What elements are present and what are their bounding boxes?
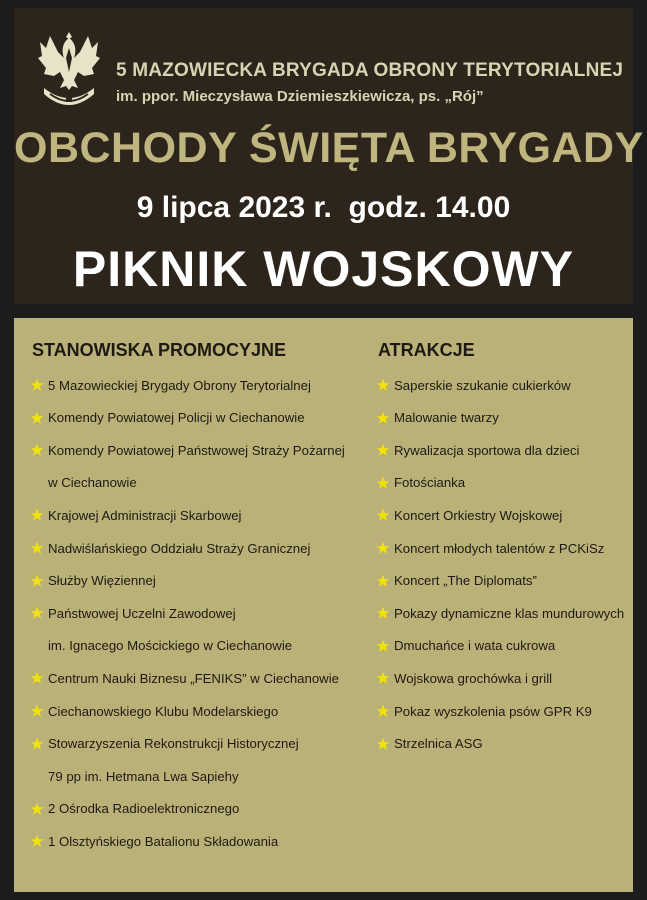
stanowiska-item-text: 1 Olsztyńskiego Batalionu Składowania — [48, 833, 279, 849]
stanowiska-item-text: 79 pp im. Hetmana Lwa Sapiehy — [48, 768, 239, 784]
star-bullet-icon — [30, 574, 44, 588]
star-bullet-icon — [30, 508, 44, 522]
atrakcje-list-item — [376, 597, 624, 629]
atrakcje-item-text: Wojskowa grochówka i grill — [394, 670, 553, 686]
stanowiska-item-text: Nadwiślańskiego Oddziału Straży Granicznej — [48, 540, 311, 556]
star-bullet-icon — [30, 671, 44, 685]
stanowiska-item-text: Komendy Powiatowej Państwowej Straży Pożarnej — [48, 442, 345, 458]
star-bullet-icon — [30, 834, 44, 848]
atrakcje-item-text: Koncert Orkiestry Wojskowej — [394, 507, 563, 523]
star-bullet-icon — [30, 737, 44, 751]
stanowiska-item-text: Państwowej Uczelni Zawodowej — [48, 605, 236, 621]
stanowiska-heading: STANOWISKA PROMOCYJNE — [32, 340, 287, 360]
atrakcje-list-item — [376, 728, 483, 760]
event-title: OBCHODY ŚWIĘTA BRYGADY — [14, 124, 644, 172]
star-bullet-icon — [376, 411, 390, 425]
star-bullet-icon — [30, 411, 44, 425]
star-bullet-icon — [376, 671, 390, 685]
atrakcje-item-text: Rywalizacja sportowa dla dzieci — [394, 442, 580, 458]
star-bullet-icon — [30, 606, 44, 620]
stanowiska-item-text: Komendy Powiatowej Policji w Ciechanowie — [48, 410, 305, 426]
header-banner — [14, 8, 644, 304]
stanowiska-item-text: Stowarzyszenia Rekonstrukcji Historycznej — [48, 736, 299, 752]
stanowiska-item-text: 2 Ośrodka Radioelektronicznego — [48, 801, 240, 817]
star-bullet-icon — [376, 606, 390, 620]
stanowiska-list-item — [30, 793, 239, 825]
stanowiska-item-text: w Ciechanowie — [48, 475, 137, 491]
atrakcje-list-item — [376, 499, 562, 531]
stanowiska-item-text: Krajowej Administracji Skarbowej — [48, 507, 242, 523]
atrakcje-item-text: Saperskie szukanie cukierków — [394, 377, 571, 393]
event-subtitle: PIKNIK WOJSKOWY — [72, 241, 575, 297]
atrakcje-list-item — [376, 434, 579, 466]
star-bullet-icon — [30, 802, 44, 816]
star-bullet-icon — [376, 639, 390, 653]
stanowiska-list-item — [30, 402, 305, 434]
star-bullet-icon — [30, 541, 44, 555]
stanowiska-item-text: im. Ignacego Mościckiego w Ciechanowie — [48, 638, 293, 654]
atrakcje-item-text: Malowanie twarzy — [394, 410, 499, 426]
stanowiska-item-text: 5 Mazowieckiej Brygady Obrony Terytorialnej — [48, 377, 311, 393]
atrakcje-item-text: Pokaz wyszkolenia psów GPR K9 — [394, 703, 592, 719]
brigade-patron: im. ppor. Mieczysława Dziemieszkiewicza, ps. „Rój” — [116, 88, 484, 105]
star-bullet-icon — [30, 704, 44, 718]
star-bullet-icon — [376, 378, 390, 392]
atrakcje-list-item — [376, 565, 537, 597]
star-bullet-icon — [376, 508, 390, 522]
atrakcje-list-item — [376, 467, 465, 499]
star-bullet-icon — [30, 378, 44, 392]
program-panel — [14, 318, 633, 892]
stanowiska-list-item — [30, 434, 345, 466]
atrakcje-item-text: Koncert „The Diplomats” — [394, 573, 537, 589]
stanowiska-list-item — [30, 695, 278, 727]
atrakcje-item-text: Fotościanka — [394, 475, 466, 491]
stanowiska-item-text: Ciechanowskiego Klubu Modelarskiego — [48, 703, 279, 719]
stanowiska-list-item — [30, 369, 311, 401]
stanowiska-list-item — [30, 532, 310, 564]
star-bullet-icon — [376, 574, 390, 588]
atrakcje-list-item — [376, 630, 555, 662]
star-bullet-icon — [376, 476, 390, 490]
stanowiska-item-text: Centrum Nauki Biznesu „FENIKS” w Ciechanowie — [48, 670, 339, 686]
star-bullet-icon — [376, 737, 390, 751]
stanowiska-list-item — [30, 597, 236, 629]
star-bullet-icon — [376, 443, 390, 457]
atrakcje-item-text: Strzelnica ASG — [394, 736, 483, 752]
atrakcje-list-item — [376, 369, 571, 401]
stanowiska-list-item — [30, 662, 339, 694]
stanowiska-list-item — [30, 499, 242, 531]
atrakcje-item-text: Dmuchańce i wata cukrowa — [394, 638, 556, 654]
brigade-name: 5 MAZOWIECKA BRYGADA OBRONY TERYTORIALNEJ — [116, 60, 624, 81]
star-bullet-icon — [30, 443, 44, 457]
stanowiska-list-item — [30, 565, 156, 597]
star-bullet-icon — [376, 541, 390, 555]
atrakcje-item-text: Koncert młodych talentów z PCKiSz — [394, 540, 605, 556]
atrakcje-list-item — [376, 695, 592, 727]
atrakcje-list-item — [376, 532, 604, 564]
stanowiska-list-item — [30, 825, 278, 857]
stanowiska-list-item — [30, 728, 299, 760]
atrakcje-list-item — [376, 662, 552, 694]
atrakcje-item-text: Pokazy dynamiczne klas mundurowych — [394, 605, 625, 621]
event-date-time: 9 lipca 2023 r. godz. 14.00 — [136, 191, 511, 224]
atrakcje-heading: ATRAKCJE — [378, 340, 475, 360]
stanowiska-item-text: Służby Więziennej — [48, 573, 156, 589]
star-bullet-icon — [376, 704, 390, 718]
stanowiska-list-item — [30, 760, 239, 792]
stanowiska-list-item — [30, 467, 137, 499]
stanowiska-list-item — [30, 630, 292, 662]
eagle-emblem-icon — [36, 28, 102, 114]
atrakcje-list-item — [376, 402, 499, 434]
